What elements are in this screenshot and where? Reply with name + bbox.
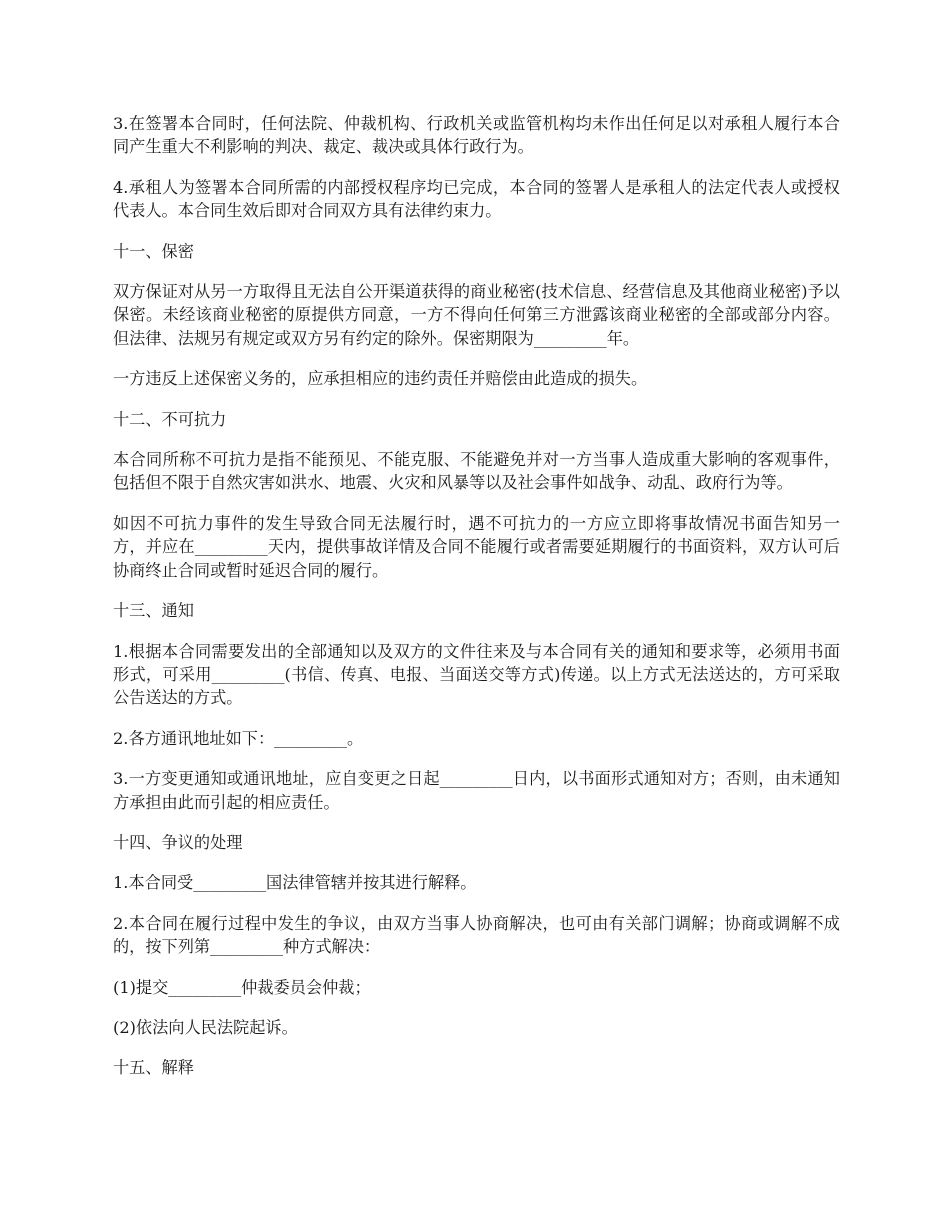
- force-majeure-definition: 本合同所称不可抗力是指不能预见、不能克服、不能避免并对一方当事人造成重大影响的客观事件，包括但不限于自然灾害如洪水、地震、火灾和风暴等以及社会事件如战争、动乱、政府行为等。: [113, 450, 840, 493]
- section-heading-interpretation: 十五、解释: [113, 1058, 194, 1078]
- dispute-option-court: (2)依法向人民法院起诉。: [113, 1017, 298, 1037]
- force-majeure-notice: 如因不可抗力事件的发生导致合同无法履行时，遇不可抗力的一方应立即将事故情况书面告知另一方，并应在_________天内，提供事故详情及合同不能履行或者需要延期履行的书面资料，双方认可后协商终止合同或暂时延迟合同的履行。: [113, 513, 840, 580]
- dispute-clause-1: 1.本合同受_________国法律管辖并按其进行解释。: [113, 873, 477, 893]
- confidentiality-breach-liability: 一方违反上述保密义务的，应承担相应的违约责任并赔偿由此造成的损失。: [113, 369, 648, 389]
- section-heading-notice: 十三、通知: [113, 601, 194, 621]
- confidentiality-obligation: 双方保证对从另一方取得且无法自公开渠道获得的商业秘密(技术信息、经营信息及其他商业秘密)予以保密。未经该商业秘密的原提供方同意，一方不得向任何第三方泄露该商业秘密的全部或部分内容。但法律、法规另有规定或双方另有约定的除外。保密期限为_________年。: [113, 282, 840, 348]
- notice-clause-3: 3.一方变更通知或通讯地址，应自变更之日起_________日内，以书面形式通知对方；否则，由未通知方承担由此而引起的相应责任。: [113, 769, 840, 812]
- document-page: [113, 112, 840, 1097]
- dispute-clause-2: 2.本合同在履行过程中发生的争议，由双方当事人协商解决，也可由有关部门调解；协商或调解不成的，按下列第_________种方式解决：: [113, 913, 840, 957]
- dispute-option-arbitration: (1)提交_________仲裁委员会仲裁；: [113, 977, 371, 997]
- notice-clause-2: 2.各方通讯地址如下：_________。: [113, 728, 364, 748]
- section-heading-dispute: 十四、争议的处理: [113, 832, 243, 852]
- section-heading-confidentiality: 十一、保密: [113, 241, 194, 261]
- clause-3-no-adverse-rulings: 3.在签署本合同时，任何法院、仲裁机构、行政机关或监管机构均未作出任何足以对承租人履行本合同产生重大不利影响的判决、裁定、裁决或具体行政行为。: [113, 114, 840, 157]
- clause-4-authorization: 4.承租人为签署本合同所需的内部授权程序均已完成，本合同的签署人是承租人的法定代表人或授权代表人。本合同生效后即对合同双方具有法律约束力。: [113, 177, 840, 221]
- notice-clause-1: 1.根据本合同需要发出的全部通知以及双方的文件往来及与本合同有关的通知和要求等，必须用书面形式，可采用_________(书信、传真、电报、当面送交等方式)传递。以上方式无法送达的，方可采取公告送达的方式。: [113, 641, 840, 708]
- section-heading-force-majeure: 十二、不可抗力: [113, 409, 227, 429]
